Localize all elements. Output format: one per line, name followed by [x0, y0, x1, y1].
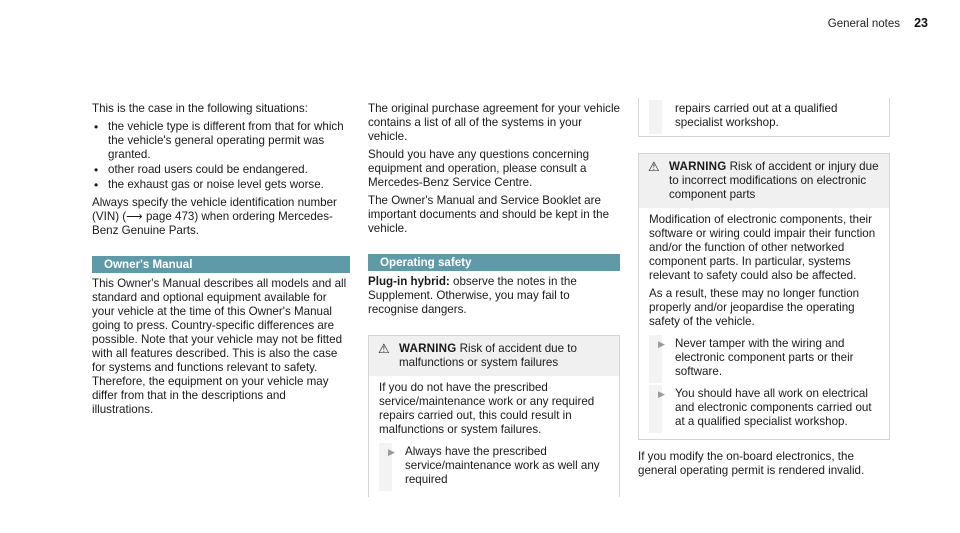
- column-left: [92, 102, 350, 421]
- vin-paragraph: [92, 196, 350, 238]
- page-reference-arrow-icon[interactable]: ⟶: [126, 210, 143, 223]
- list-item: • the exhaust gas or noise level gets worse.: [92, 178, 350, 192]
- column-middle: [368, 102, 620, 497]
- vin-text-end: page 473) when ordering Mercedes-Benz Genuine Parts.: [92, 210, 333, 237]
- warning-title: Risk of accident or injury due to incorrect modifications on electronic component parts: [669, 160, 879, 201]
- purchase-agreement-text: The original purchase agreement for your vehicle contains a list of all of the systems in your vehicle.: [368, 102, 620, 143]
- warning-title: Risk of accident due to malfunctions or system failures: [399, 342, 577, 369]
- instruction-text: Always have the prescribed service/maintenance work as well any required: [405, 445, 600, 486]
- instruction-arrow-icon: ▶: [658, 339, 665, 349]
- instruction-text: Never tamper with the wiring and electronic component parts or their software.: [675, 337, 854, 378]
- warning-label: WARNING: [399, 342, 457, 355]
- situations-intro: This is the case in the following situations:: [92, 102, 308, 115]
- instruction-arrow-icon: ▶: [658, 389, 665, 399]
- instruction-step-continued: [649, 102, 879, 130]
- warning-box-continued: [638, 98, 890, 137]
- warning-triangle-icon: ⚠: [648, 159, 660, 174]
- instruction-arrow-icon: ▶: [388, 447, 395, 457]
- plug-in-hybrid-note: [368, 275, 620, 317]
- warning-header: [639, 154, 889, 208]
- plug-in-hybrid-label: Plug-in hybrid:: [368, 275, 450, 288]
- instruction-text: repairs carried out at a qualified specialist workshop.: [675, 102, 838, 129]
- warning-body: [639, 208, 889, 439]
- questions-text: Should you have any questions concerning equipment and operation, please consult a Mercedes-Benz Service Centre.: [368, 148, 590, 189]
- instruction-step: [649, 387, 879, 429]
- warning-body: [369, 376, 619, 497]
- owners-manual-text: This Owner's Manual describes all models and all standard and optional equipment available for your vehicle at the time of this Owner's Manual going to press. Country-specific differences are possible. Note that your vehicle may not be fitted with all features described. This is also the case for systems and functions relevant to safety. Therefore, the equipment on your vehicle may differ from that in the descriptions and illustrations.: [92, 277, 347, 416]
- warning-label: WARNING: [669, 160, 727, 173]
- warning-box-malfunction: [368, 335, 620, 497]
- operating-safety-heading: Operating safety: [368, 254, 620, 271]
- page-number: 23: [914, 16, 928, 30]
- warning-text: As a result, these may no longer function properly and/or jeopardise the operating safety of the vehicle.: [649, 287, 860, 328]
- running-title: General notes: [827, 18, 900, 30]
- list-item: • the vehicle type is different from that for which the vehicle's general operating permit was granted.: [92, 120, 350, 162]
- instruction-step: [379, 445, 609, 487]
- warning-header: [369, 336, 619, 376]
- warning-text: Modification of electronic components, their software or wiring could impair their function and/or the function of other networked component parts. In particular, systems relevant to safety could also be affected.: [649, 213, 876, 282]
- warning-text: If you do not have the prescribed service/maintenance work or any required repairs carried out, this could result in malfunctions or system failures.: [379, 381, 595, 436]
- warning-box-electronics: [638, 153, 890, 440]
- warning-triangle-icon: ⚠: [378, 341, 390, 356]
- plug-in-hybrid-text: observe the notes in the Supplement. Otherwise, you may fail to recognise dangers.: [368, 275, 577, 316]
- column-right: [638, 98, 890, 478]
- instruction-step: [649, 337, 879, 379]
- page-header: [788, 16, 928, 32]
- instruction-text: You should have all work on electrical and electronic components carried out at a qualified specialist workshop.: [675, 387, 872, 428]
- vin-text-start: Always specify the vehicle identification number (VIN) (: [92, 196, 337, 223]
- owners-manual-heading: Owner's Manual: [92, 256, 350, 273]
- closing-text: If you modify the on-board electronics, the general operating permit is rendered invalid.: [638, 450, 865, 477]
- list-item: • other road users could be endangered.: [92, 163, 350, 177]
- documents-text: The Owner's Manual and Service Booklet are important documents and should be kept in the vehicle.: [368, 194, 610, 235]
- situations-list: [92, 120, 350, 192]
